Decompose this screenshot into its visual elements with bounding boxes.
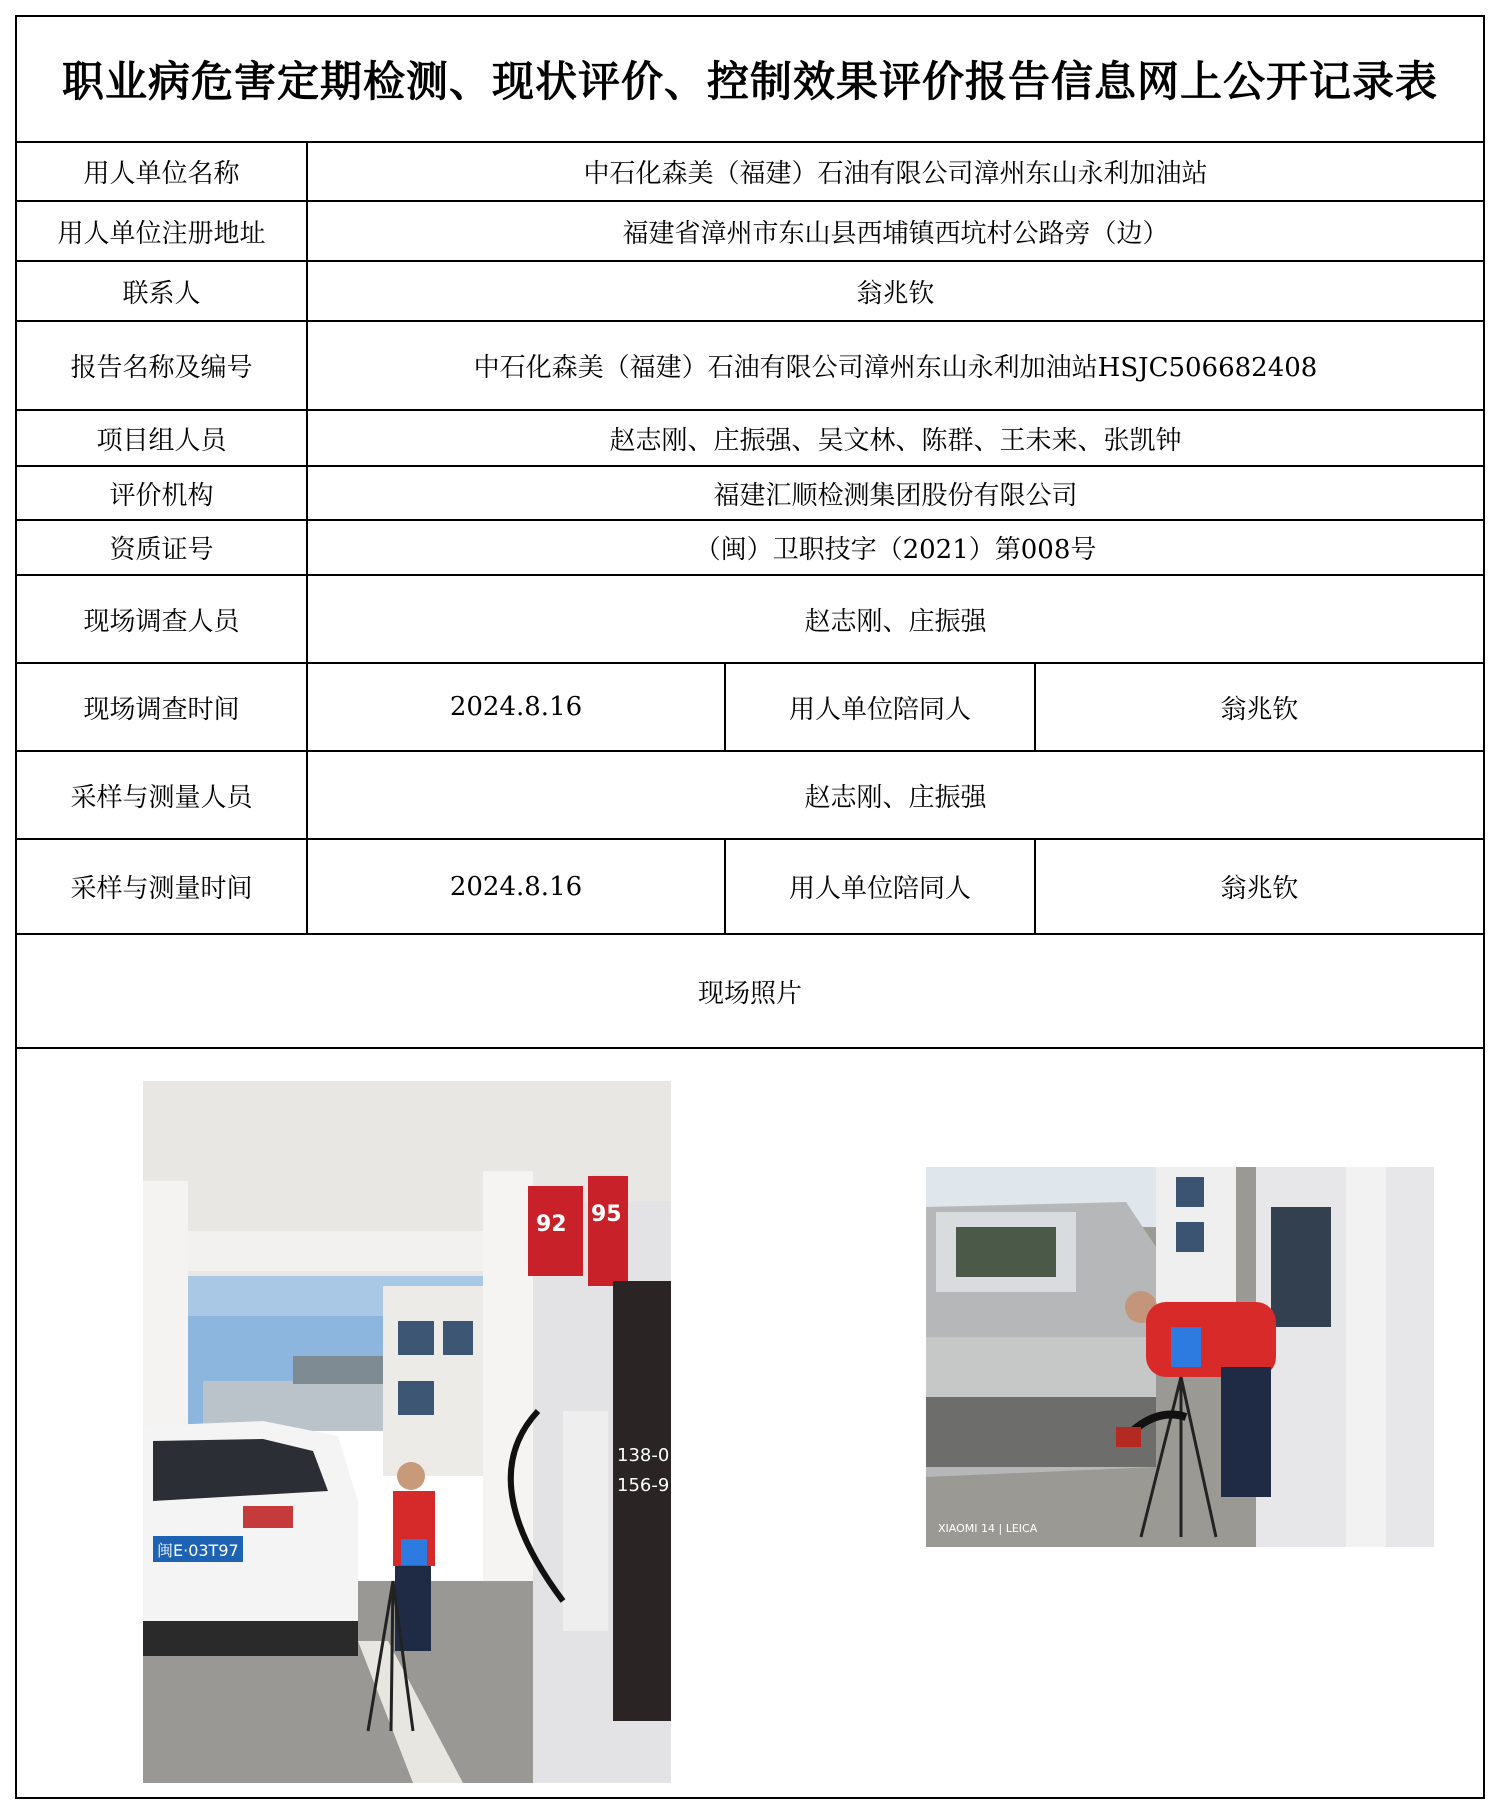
row-photos-heading bbox=[17, 933, 1483, 1047]
value-contact: 翁兆钦 bbox=[856, 278, 935, 309]
pump-phone-a: 138-0 bbox=[617, 1445, 670, 1466]
row-photos bbox=[17, 1047, 1483, 1797]
photos-heading: 现场照片 bbox=[697, 978, 802, 1009]
label-report-name: 报告名称及编号 bbox=[17, 322, 308, 409]
value-survey-staff: 赵志刚、庄振强 bbox=[804, 606, 987, 637]
row-evaluation-agency bbox=[17, 465, 1483, 519]
label-survey-accompany: 用人单位陪同人 bbox=[726, 664, 1036, 750]
row-sampling-staff bbox=[17, 750, 1483, 838]
pump-phone-b: 156-9 bbox=[617, 1475, 670, 1496]
label-contact: 联系人 bbox=[17, 262, 308, 320]
value-sampling-time: 2024.8.16 bbox=[308, 840, 726, 933]
record-sheet bbox=[15, 15, 1485, 1799]
site-photo-refueling bbox=[143, 1081, 671, 1783]
label-qualification: 资质证号 bbox=[17, 521, 308, 574]
page-title: 职业病危害定期检测、现状评价、控制效果评价报告信息网上公开记录表 bbox=[61, 57, 1438, 106]
pump-grade-95: 95 bbox=[591, 1202, 622, 1227]
value-project-team: 赵志刚、庄振强、吴文林、陈群、王未来、张凯钟 bbox=[609, 425, 1182, 456]
label-evaluation-agency: 评价机构 bbox=[17, 467, 308, 519]
label-project-team: 项目组人员 bbox=[17, 411, 308, 465]
camera-watermark: XIAOMI 14 | LEICA bbox=[938, 1522, 1038, 1535]
row-project-team bbox=[17, 409, 1483, 465]
value-report-name: 中石化森美（福建）石油有限公司漳州东山永利加油站HSJC506682408 bbox=[473, 353, 1318, 383]
value-qualification: （闽）卫职技字（2021）第008号 bbox=[694, 535, 1097, 565]
value-evaluation-agency: 福建汇顺检测集团股份有限公司 bbox=[713, 480, 1078, 511]
row-survey-staff bbox=[17, 574, 1483, 662]
plate-text: 闽E·03T97 bbox=[157, 1541, 239, 1560]
value-sampling-staff: 赵志刚、庄振强 bbox=[804, 782, 987, 813]
row-contact bbox=[17, 260, 1483, 320]
value-employer-name: 中石化森美（福建）石油有限公司漳州东山永利加油站 bbox=[583, 159, 1208, 189]
pump-grade-92: 92 bbox=[536, 1212, 567, 1237]
label-sampling-time: 采样与测量时间 bbox=[17, 840, 308, 933]
row-survey-time bbox=[17, 662, 1483, 750]
site-photo-sampling bbox=[926, 1167, 1434, 1547]
label-survey-staff: 现场调查人员 bbox=[17, 576, 308, 662]
value-survey-accompany: 翁兆钦 bbox=[1220, 694, 1299, 725]
label-employer-name: 用人单位名称 bbox=[17, 143, 308, 200]
row-registered-address bbox=[17, 200, 1483, 260]
value-survey-time: 2024.8.16 bbox=[308, 664, 726, 750]
row-sampling-time bbox=[17, 838, 1483, 933]
row-report-name bbox=[17, 320, 1483, 409]
label-sampling-accompany: 用人单位陪同人 bbox=[726, 840, 1036, 933]
label-sampling-staff: 采样与测量人员 bbox=[17, 752, 308, 838]
label-registered-address: 用人单位注册地址 bbox=[17, 202, 308, 260]
row-employer-name bbox=[17, 141, 1483, 200]
value-sampling-accompany: 翁兆钦 bbox=[1220, 874, 1299, 904]
label-survey-time: 现场调查时间 bbox=[17, 664, 308, 750]
value-registered-address: 福建省漳州市东山县西埔镇西坑村公路旁（边） bbox=[622, 218, 1169, 249]
row-qualification bbox=[17, 519, 1483, 574]
